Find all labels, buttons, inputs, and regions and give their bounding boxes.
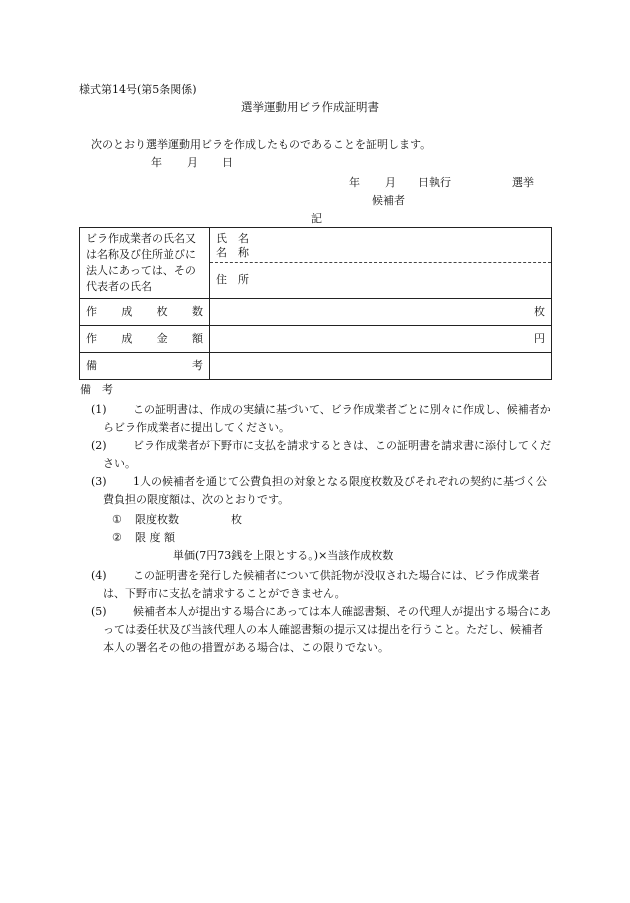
vendor-row <box>80 228 552 299</box>
note-4: (4) この証明書を発行した候補者について供託物が没収された場合には、ビラ作成業者は、下野市に支払を請求することができません。 <box>91 569 540 600</box>
vendor-cell <box>210 228 552 299</box>
limit-amount-label: 限 度 額 <box>135 531 175 544</box>
name-label: 氏 名 <box>216 232 249 245</box>
unit-price-formula: 単価(7円73銭を上限とする。)×当該作成枚数 <box>173 549 394 562</box>
note-2: (2) ビラ作成業者が下野市に支払を請求するときは、この証明書を請求書に添付してください。 <box>91 439 551 470</box>
vendor-name-area <box>210 230 551 263</box>
date-year: 年 <box>151 156 162 169</box>
remarks-row <box>80 353 552 380</box>
address-label: 住 所 <box>216 273 249 286</box>
limit-count-unit: 枚 <box>231 513 242 526</box>
count-label: 作 成 枚 数 <box>80 299 210 326</box>
amount-unit: 円 <box>210 326 552 353</box>
notes-heading: 備 考 <box>80 383 113 396</box>
election-month: 月 <box>385 176 396 189</box>
note-5: (5) 候補者本人が提出する場合にあっては本人確認書類、その代理人が提出する場合にあっては委任状及び当該代理人の本人確認書類の提示又は提出を行うこと。ただし、候補者本人の署名その他の措置がある場合は、この限りでない。 <box>91 605 551 654</box>
company-label: 名 称 <box>216 246 249 259</box>
remarks-cell <box>210 353 552 380</box>
vendor-label: ビラ作成業者の氏名又は名称及び住所並びに法人にあっては、その代表者の氏名 <box>80 228 210 299</box>
note-1: (1) この証明書は、作成の実績に基づいて、ビラ作成業者ごとに別々に作成し、候補者からビラ作成業者に提出してください。 <box>91 403 551 434</box>
candidate-label: 候補者 <box>372 194 405 207</box>
document-title: 選挙運動用ビラ作成証明書 <box>241 100 379 114</box>
note-3: (3) 1人の候補者を通じて公費負担の対象となる限度枚数及びそれぞれの契約に基づく公費負担の限度額は、次のとおりです。 <box>91 475 547 506</box>
intro-text: 次のとおり選挙運動用ビラを作成したものであることを証明します。 <box>91 138 432 151</box>
amount-label: 作 成 金 額 <box>80 326 210 353</box>
date-day: 日 <box>222 156 233 169</box>
election-name: 選挙 <box>512 176 534 189</box>
amount-row <box>80 326 552 353</box>
date-month: 月 <box>187 156 198 169</box>
election-held: 日執行 <box>418 176 451 189</box>
count-row <box>80 299 552 326</box>
remarks-label: 備 考 <box>80 353 210 380</box>
limit-count-marker: ① <box>112 513 122 526</box>
count-unit: 枚 <box>210 299 552 326</box>
form-number: 様式第14号(第5条関係) <box>79 83 197 96</box>
certificate-table <box>79 227 552 380</box>
limit-count-label: 限度枚数 <box>135 513 179 526</box>
election-year: 年 <box>349 176 360 189</box>
ki-mark: 記 <box>311 212 322 225</box>
limit-amount-marker: ② <box>112 531 122 544</box>
